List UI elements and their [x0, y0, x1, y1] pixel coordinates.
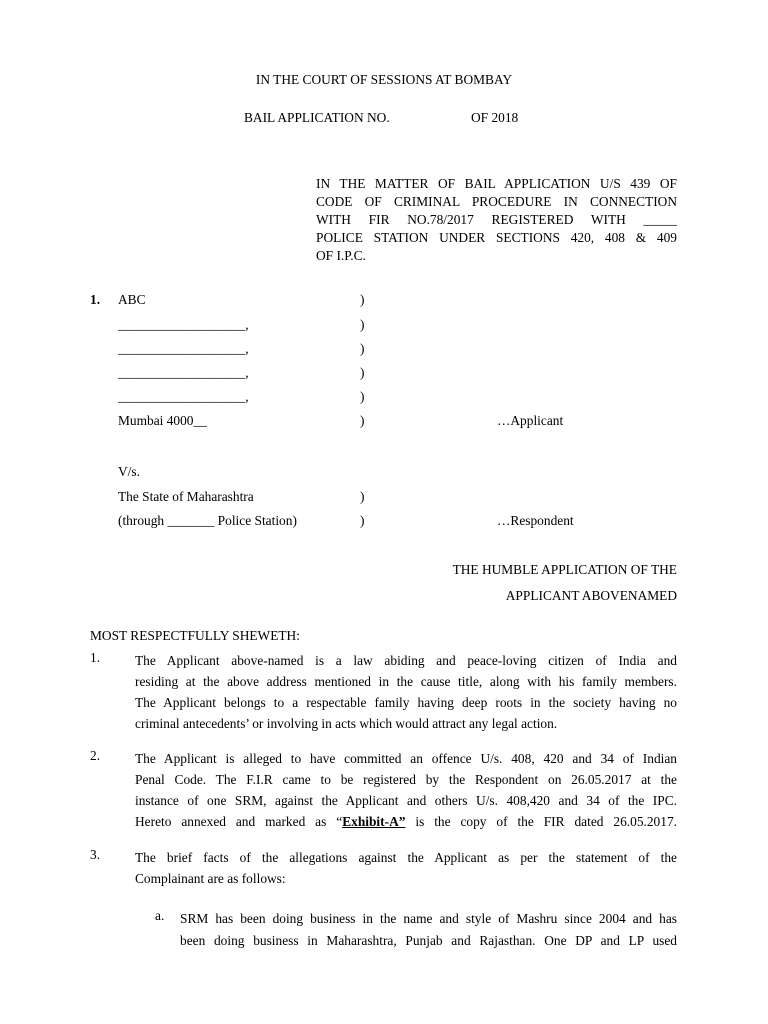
applicant-role: …Applicant	[497, 413, 564, 428]
paragraph-line: Penal Code. The F.I.R came to be registered by the Respondent on 26.05.2017 at the	[135, 772, 677, 787]
matter-line: CODE OF CRIMINAL PROCEDURE IN CONNECTION	[316, 194, 677, 209]
bracket: )	[360, 489, 365, 504]
bracket: )	[360, 513, 365, 528]
bracket: )	[360, 365, 365, 380]
paragraph-line	[135, 811, 677, 832]
applicant-address-line: ___________________,	[118, 317, 249, 332]
sub-item-line: been doing business in Maharashtra, Punjab and Rajasthan. One DP and LP used	[180, 933, 677, 948]
sub-item-line: SRM has been doing business in the name and style of Mashru since 2004 and has	[180, 911, 677, 926]
bail-application-number-label: BAIL APPLICATION NO.	[244, 110, 390, 125]
sub-item-text	[180, 908, 677, 952]
paragraph-number: 3.	[90, 847, 101, 862]
bracket: )	[360, 389, 365, 404]
bracket: )	[360, 413, 365, 428]
paragraph-text	[135, 748, 677, 832]
bracket: )	[360, 341, 365, 356]
exhibit-suffix: is the copy of the FIR dated 26.05.2017.	[405, 814, 677, 829]
paragraph-text	[135, 847, 677, 889]
bracket: )	[360, 317, 365, 332]
applicant-address-line: ___________________,	[118, 389, 249, 404]
humble-application-line: THE HUMBLE APPLICATION OF THE	[452, 562, 677, 577]
respondent-through: (through _______ Police Station)	[118, 513, 297, 528]
matter-line: WITH FIR NO.78/2017 REGISTERED WITH _____	[316, 212, 677, 227]
paragraph-line: The Applicant is alleged to have committed an offence U/s. 408, 420 and 34 of Indian	[135, 751, 677, 766]
versus-label: V/s.	[118, 464, 140, 479]
matter-heading	[316, 175, 677, 265]
sub-item-label: a.	[155, 908, 165, 923]
bracket: )	[360, 292, 365, 307]
paragraph-line: The Applicant above-named is a law abiding and peace-loving citizen of India and	[135, 653, 677, 668]
paragraph-line: criminal antecedents’ or involving in acts which would attract any legal action.	[135, 716, 558, 731]
respondent-role: …Respondent	[497, 513, 574, 528]
applicant-number: 1.	[90, 292, 101, 307]
matter-line: IN THE MATTER OF BAIL APPLICATION U/S 439 OF	[316, 176, 677, 191]
matter-line: OF I.P.C.	[316, 248, 366, 263]
exhibit-prefix: Hereto annexed and marked as “	[135, 814, 343, 829]
paragraph-line: The Applicant belongs to a respectable family having deep roots in the society having no	[135, 695, 677, 710]
matter-line: POLICE STATION UNDER SECTIONS 420, 408 & 409	[316, 230, 677, 245]
paragraph-line: The brief facts of the allegations against the Applicant as per the statement of the	[135, 850, 677, 865]
paragraph-number: 2.	[90, 748, 101, 763]
applicant-name: ABC	[118, 292, 146, 307]
paragraph-line: instance of one SRM, against the Applicant and others U/s. 408,420 and 34 of the IPC.	[135, 793, 677, 808]
most-respectfully-sheweth: MOST RESPECTFULLY SHEWETH:	[90, 628, 300, 643]
humble-application-line: APPLICANT ABOVENAMED	[505, 588, 677, 603]
bail-application-year: OF 2018	[471, 110, 519, 125]
applicant-address-line: ___________________,	[118, 365, 249, 380]
paragraph-number: 1.	[90, 650, 101, 665]
exhibit-a-reference: Exhibit-A”	[342, 814, 406, 829]
paragraph-line: Complainant are as follows:	[135, 871, 286, 886]
respondent-name: The State of Maharashtra	[118, 489, 254, 504]
court-title: IN THE COURT OF SESSIONS AT BOMBAY	[255, 72, 513, 87]
paragraph-text	[135, 650, 677, 734]
applicant-address-line: ___________________,	[118, 341, 249, 356]
applicant-city: Mumbai 4000__	[118, 413, 207, 428]
paragraph-line: residing at the above address mentioned in the cause title, along with his family members.	[135, 674, 677, 689]
